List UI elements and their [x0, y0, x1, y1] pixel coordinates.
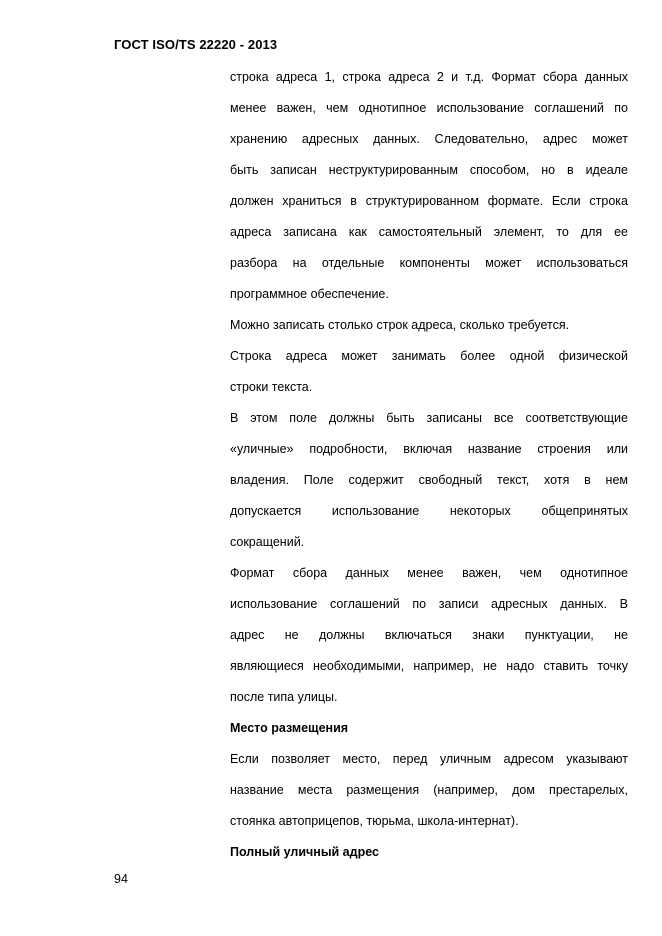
text-line: использование соглашений по записи адресных данных. В [230, 597, 628, 611]
text-line: стоянка автоприцепов, тюрьма, школа-интернат). [230, 814, 519, 828]
section-heading: Полный уличный адрес [230, 845, 379, 859]
text-line: после типа улицы. [230, 690, 338, 704]
text-line: Можно записать столько строк адреса, сколько требуется. [230, 318, 570, 332]
text-line: адреса записана как самостоятельный элемент, то для ее [230, 225, 628, 239]
text-line: хранению адресных данных. Следовательно, адрес может [230, 132, 628, 146]
text-line: Если позволяет место, перед уличным адресом указывают [230, 752, 628, 766]
text-line: сокращений. [230, 535, 305, 549]
text-line: строки текста. [230, 380, 313, 394]
text-line: владения. Поле содержит свободный текст, хотя в нем [230, 473, 628, 487]
text-line: быть записан неструктурированным способом, но в идеале [230, 163, 628, 177]
body-text [230, 66, 628, 872]
text-line: В этом поле должны быть записаны все соответствующие [230, 411, 628, 425]
document-header: ГОСТ ISO/TS 22220 - 2013 [114, 37, 278, 52]
text-line: Строка адреса может занимать более одной физической [230, 349, 628, 363]
text-line: менее важен, чем однотипное использование соглашений по [230, 101, 628, 115]
text-line: название места размещения (например, дом престарелых, [230, 783, 628, 797]
text-line: Формат сбора данных менее важен, чем однотипное [230, 566, 628, 580]
text-line: разбора на отдельные компоненты может использоваться [230, 256, 628, 270]
text-line: должен храниться в структурированном формате. Если строка [230, 194, 628, 208]
text-line: строка адреса 1, строка адреса 2 и т.д. Формат сбора данных [230, 70, 628, 84]
page-number: 94 [114, 872, 128, 886]
text-line: являющиеся необходимыми, например, не надо ставить точку [230, 659, 628, 673]
text-line: программное обеспечение. [230, 287, 389, 301]
text-line: допускается использование некоторых общепринятых [230, 504, 628, 518]
section-heading: Место размещения [230, 721, 349, 735]
text-line: адрес не должны включаться знаки пунктуации, не [230, 628, 628, 642]
text-line: «уличные» подробности, включая название строения или [230, 442, 628, 456]
